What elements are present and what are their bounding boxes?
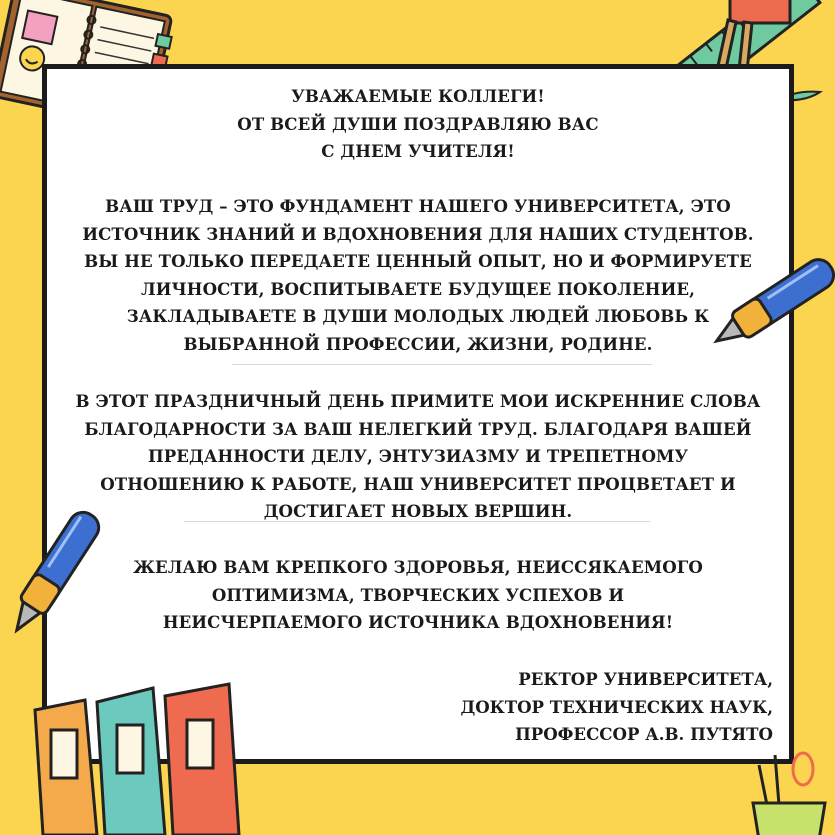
paragraph-line: ЗАКЛАДЫВАЕТЕ В ДУШИ МОЛОДЫХ ЛЮДЕЙ ЛЮБОВЬ К — [126, 306, 710, 326]
greeting-line: С ДНЕМ УЧИТЕЛЯ! — [321, 141, 515, 161]
separator-line — [232, 364, 652, 365]
greeting — [42, 83, 794, 166]
paragraph-line: ОТНОШЕНИЮ К РАБОТЕ, НАШ УНИВЕРСИТЕТ ПРОЦВЕТАЕТ И — [100, 473, 736, 494]
greeting-line: ОТ ВСЕЙ ДУШИ ПОЗДРАВЛЯЮ ВАС — [237, 113, 599, 134]
paragraph-line: ВЫ НЕ ТОЛЬКО ПЕРЕДАЕТЕ ЦЕННЫЙ ОПЫТ, НО И ФОРМИРУЕТЕ — [84, 251, 752, 271]
paragraph-line: ЖЕЛАЮ ВАМ КРЕПКОГО ЗДОРОВЬЯ, НЕИССЯКАЕМОГО — [133, 557, 703, 577]
signature-line: РЕКТОР УНИВЕРСИТЕТА, — [518, 669, 773, 689]
signature-line: ДОКТОР ТЕХНИЧЕСКИХ НАУК, — [460, 696, 773, 717]
paragraph-line: ДОСТИГАЕТ НОВЫХ ВЕРШИН. — [263, 501, 573, 521]
paragraph-line: ИСТОЧНИК ЗНАНИЙ И ВДОХНОВЕНИЯ ДЛЯ НАШИХ СТУДЕНТОВ. — [82, 223, 754, 244]
paragraph-3 — [42, 554, 794, 637]
pencil-cup-icon — [745, 745, 835, 835]
folders-icon — [25, 670, 265, 835]
paragraph-line: В ЭТОТ ПРАЗДНИЧНЫЙ ДЕНЬ ПРИМИТЕ МОИ ИСКРЕННИЕ СЛОВА — [75, 391, 761, 411]
signature-line: ПРОФЕССОР А.В. ПУТЯТО — [515, 724, 773, 744]
paragraph-1 — [42, 193, 794, 358]
paragraph-line: БЛАГОДАРНОСТИ ЗА ВАШ НЕЛЕГКИЙ ТРУД. БЛАГОДАРЯ ВАШЕЙ — [84, 418, 752, 439]
paragraph-line: ЛИЧНОСТИ, ВОСПИТЫВАЕТЕ БУДУЩЕЕ ПОКОЛЕНИЕ, — [141, 278, 695, 299]
paragraph-line: НЕИСЧЕРПАЕМОГО ИСТОЧНИКА ВДОХНОВЕНИЯ! — [162, 612, 674, 632]
paragraph-line: ПРЕДАННОСТИ ДЕЛУ, ЭНТУЗИАЗМУ И ТРЕПЕТНОМУ — [147, 446, 689, 466]
paragraph-line: ВАШ ТРУД – ЭТО ФУНДАМЕНТ НАШЕГО УНИВЕРСИТЕТА, ЭТО — [105, 196, 731, 216]
paragraph-line: ВЫБРАННОЙ ПРОФЕССИИ, ЖИЗНИ, РОДИНЕ. — [183, 333, 653, 354]
signature — [313, 666, 773, 749]
paragraph-line: ОПТИМИЗМА, ТВОРЧЕСКИХ УСПЕХОВ И — [211, 584, 625, 605]
paragraph-2 — [42, 388, 794, 526]
greeting-line: УВАЖАЕМЫЕ КОЛЛЕГИ! — [291, 86, 545, 106]
